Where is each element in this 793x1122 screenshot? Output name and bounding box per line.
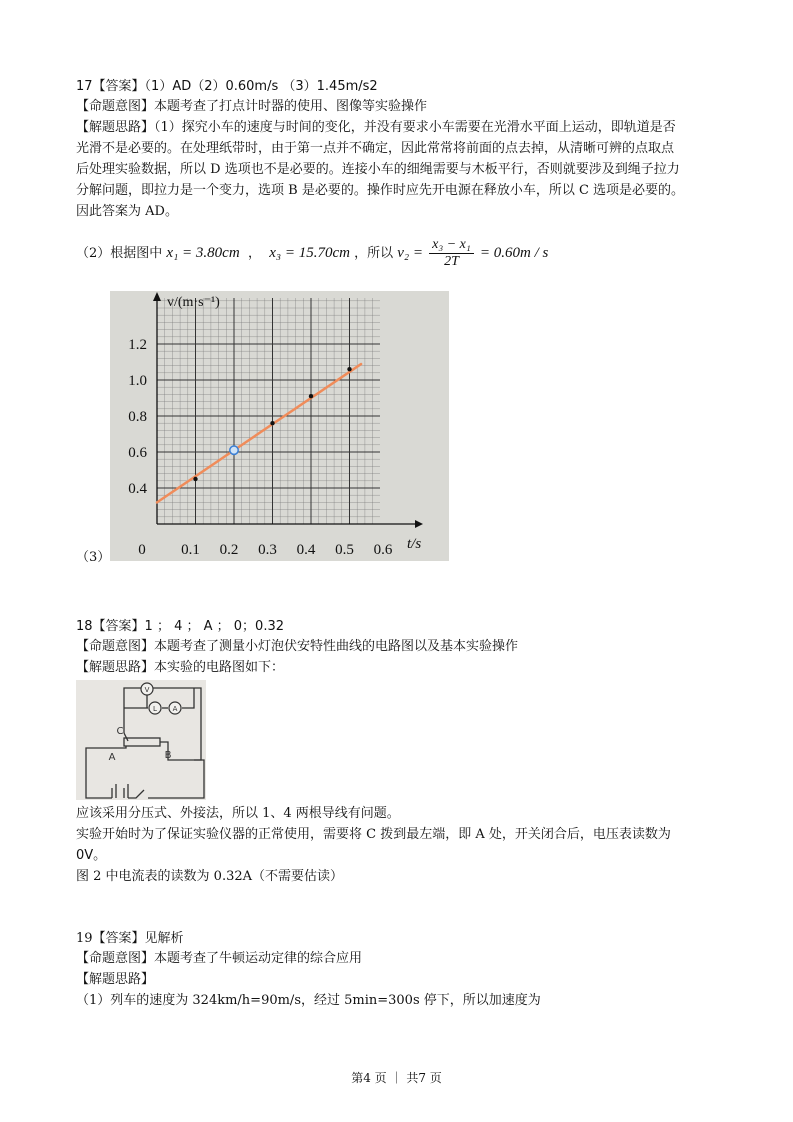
y-tick-label: 0.8 [128, 409, 147, 425]
fit-line-group [157, 364, 361, 502]
formula-x3: x₃ = 15.70cm [269, 245, 350, 261]
data-point [309, 394, 313, 398]
fine-grid [157, 298, 380, 524]
q18-after-line: 0V。 [76, 848, 107, 863]
page-footer: 第4 页 ｜ 共7 页 [351, 1071, 442, 1085]
x-tick-label: 0.3 [258, 542, 277, 558]
x-axis-arrow [415, 520, 423, 528]
data-point [270, 421, 274, 425]
y-tick-label: 0.6 [128, 445, 147, 461]
q19-answer: 19【答案】见解析 [76, 931, 184, 946]
fit-line [157, 364, 361, 502]
y-axis-label: v/(m·s⁻¹) [167, 295, 220, 310]
q19-intent: 【命题意图】本题考查了牛顿运动定律的综合应用 [76, 951, 363, 966]
vt-chart [110, 291, 449, 561]
q18-after-line: 图 2 中电流表的读数为 0.32A（不需要估读） [76, 869, 344, 884]
fraction-denominator: 2T [444, 254, 459, 269]
data-point [347, 367, 351, 371]
x-tick-label: 0.4 [296, 542, 316, 558]
x-tick-label: 0 [138, 542, 146, 558]
q17-idea-line: 后处理实验数据，所以 D 选项也不是必要的。连接小车的细绳需要与木板平行，否则就要涉及到绳子拉力 [76, 162, 680, 177]
x-tick-label: 0.5 [335, 542, 354, 558]
vt-graph-photo [110, 291, 449, 561]
q18-answer: 18【答案】1 ； 4 ； A ； 0；0.32 [76, 619, 284, 634]
end-a-label: A [108, 752, 116, 763]
y-tick-label: 1.0 [128, 373, 147, 389]
formula-result: = 0.60m / s [479, 245, 549, 261]
formula-fraction [429, 237, 474, 270]
q17-idea-line: 【解题思路】（1）探究小车的速度与时间的变化，并没有要求小车需要在光滑水平面上运动，即轨道是否 [76, 120, 676, 135]
circuit-photo [76, 680, 206, 800]
q17-part3-label: （3） [76, 550, 111, 565]
q17-idea-line: 分解问题，即拉力是一个变力，选项 B 是必要的。操作时应先开电源在释放小车，所以 C 选项是必要的。 [76, 183, 685, 198]
x-tick-label: 0.1 [181, 542, 200, 558]
q17-idea-line: 因此答案为 AD。 [76, 204, 178, 219]
x-tick-label: 0.2 [219, 542, 239, 558]
data-point-highlight [230, 446, 238, 454]
data-point [193, 477, 197, 481]
formula-v2: v₂ = [397, 245, 424, 261]
q18-after-line: 实验开始时为了保证实验仪器的正常使用，需要将 C 拨到最左端，即 A 处，开关闭合后，电压表读数为 [76, 827, 671, 842]
y-tick-label: 1.2 [128, 337, 147, 353]
q17-idea-line: 光滑不是必要的。在处理纸带时，由于第一点并不确定，因此常常将前面的点去掉，从清晰可辨的点取点 [76, 141, 675, 156]
formula-so: ，所以 [354, 246, 394, 261]
end-b-label: B [164, 750, 172, 761]
lamp-label: L [153, 705, 157, 713]
formula-x1: x₁ = 3.80cm [166, 245, 240, 261]
q19-line: （1）列车的速度为 324km/h=90m/s，经过 5min=300s 停下，所以加速度为 [76, 993, 541, 1008]
q19-idea: 【解题思路】 [76, 972, 155, 987]
circuit-diagram [76, 680, 206, 800]
q17-formula: （2）根据图中 x₁ = 3.80cm ， x₃ = 15.70cm ，所以 v₂ = $\frac{\text{x₃ − x₁}}{2T}$ = 0.60m / s [76, 237, 549, 269]
fraction-numerator: x₃ − x₁ [429, 237, 474, 254]
slider-c-label: C [116, 726, 124, 737]
q17-intent: 【命题意图】本题考查了打点计时器的使用、图像等实验操作 [76, 99, 428, 114]
ammeter-label: A [172, 705, 178, 713]
q18-idea: 【解题思路】本实验的电路图如下： [76, 660, 285, 675]
q18-after-line: 应该采用分压式、外接法，所以 1、4 两根导线有问题。 [76, 806, 400, 821]
q18-intent: 【命题意图】本题考查了测量小灯泡伏安特性曲线的电路图以及基本实验操作 [76, 639, 519, 654]
major-grid [157, 298, 380, 524]
voltmeter-label: V [144, 686, 150, 694]
q17-answer: 17【答案】（1）AD（2）0.60m/s （3）1.45m/s2 [76, 79, 378, 94]
y-tick-label: 0.4 [128, 481, 147, 497]
x-axis-label: t/s [407, 536, 422, 552]
formula-prefix: （2）根据图中 [76, 246, 163, 261]
y-axis-arrow [153, 292, 161, 301]
x-tick-label: 0.6 [373, 542, 393, 558]
